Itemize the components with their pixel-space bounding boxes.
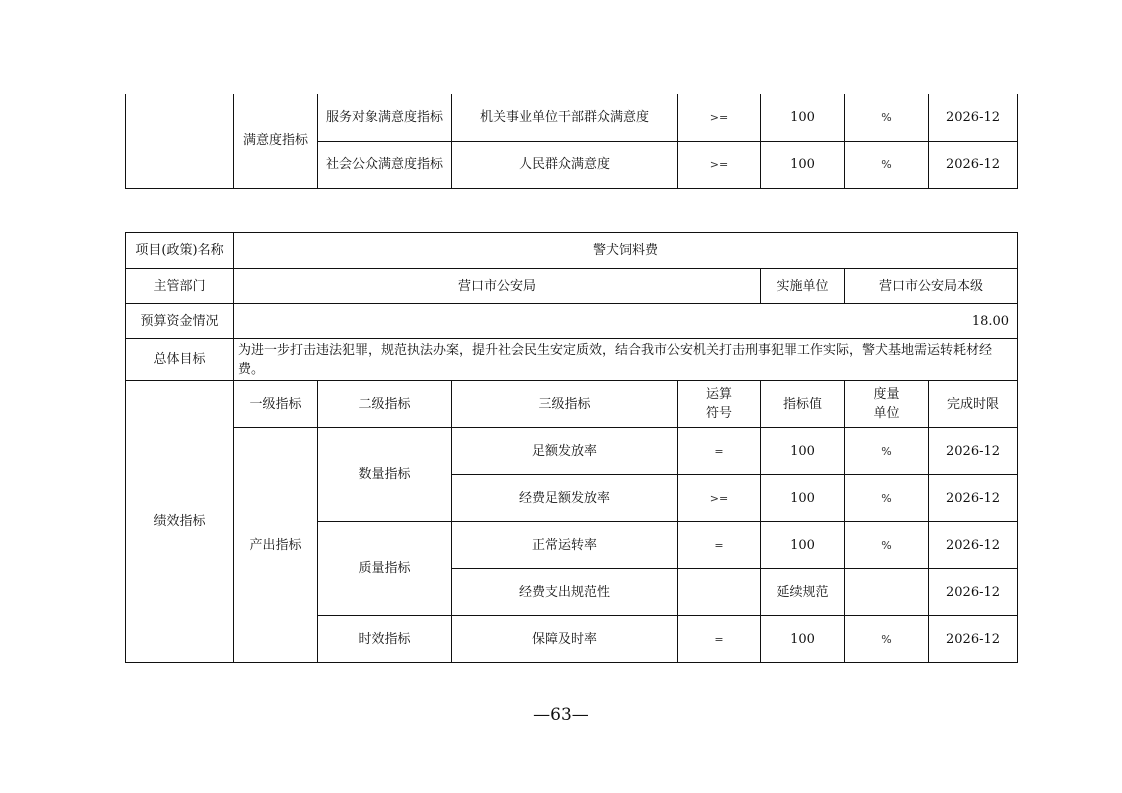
group-quality: 质量指标	[318, 522, 452, 616]
unit-cell: %	[845, 428, 929, 475]
dept-value: 营口市公安局	[234, 269, 761, 304]
value-cell: 100	[761, 141, 845, 188]
operator-cell: >=	[678, 141, 761, 188]
page-number: —63—	[533, 705, 589, 725]
level2-cell: 服务对象满意度指标	[318, 94, 452, 141]
unit-cell: %	[845, 616, 929, 663]
value-cell: 100	[761, 94, 845, 141]
level3-cell: 机关事业单位干部群众满意度	[452, 94, 678, 141]
header-operator-line2: 符号	[705, 406, 732, 421]
level3-cell: 保障及时率	[452, 616, 678, 663]
unit-cell: %	[845, 94, 929, 141]
satisfaction-table	[125, 94, 1018, 189]
level1-satisfaction: 满意度指标	[234, 94, 318, 188]
operator-cell: =	[678, 522, 761, 569]
header-level1: 一级指标	[234, 381, 318, 428]
deadline-cell: 2026-12	[929, 475, 1018, 522]
level3-cell: 足额发放率	[452, 428, 678, 475]
dept-label: 主管部门	[126, 269, 234, 304]
group-timeliness: 时效指标	[318, 616, 452, 663]
budget-label: 预算资金情况	[126, 304, 234, 339]
operator-cell: =	[678, 616, 761, 663]
level3-cell: 经费足额发放率	[452, 475, 678, 522]
header-unit-line1: 度量	[873, 387, 900, 402]
header-operator	[678, 381, 761, 428]
operator-cell: >=	[678, 94, 761, 141]
deadline-cell: 2026-12	[929, 141, 1018, 188]
level2-cell: 社会公众满意度指标	[318, 141, 452, 188]
header-unit	[845, 381, 929, 428]
operator-cell: =	[678, 428, 761, 475]
level3-cell: 正常运转率	[452, 522, 678, 569]
value-cell: 100	[761, 475, 845, 522]
impl-value: 营口市公安局本级	[845, 269, 1018, 304]
level3-cell: 人民群众满意度	[452, 141, 678, 188]
perf-label: 绩效指标	[126, 381, 234, 663]
unit-cell: %	[845, 522, 929, 569]
project-name-value: 警犬饲料费	[234, 233, 1018, 269]
value-cell: 100	[761, 522, 845, 569]
header-deadline: 完成时限	[929, 381, 1018, 428]
deadline-cell: 2026-12	[929, 428, 1018, 475]
deadline-cell: 2026-12	[929, 94, 1018, 141]
deadline-cell: 2026-12	[929, 569, 1018, 616]
deadline-cell: 2026-12	[929, 522, 1018, 569]
project-table	[125, 232, 1018, 663]
level1-output: 产出指标	[234, 428, 318, 663]
value-cell: 100	[761, 616, 845, 663]
unit-cell: %	[845, 141, 929, 188]
header-value: 指标值	[761, 381, 845, 428]
goal-value: 为进一步打击违法犯罪，规范执法办案，提升社会民生安定质效，结合我市公安机关打击刑事犯罪工作实际，警犬基地需运转耗材经费。	[234, 339, 1018, 381]
empty-cell	[126, 94, 234, 188]
operator-cell: >=	[678, 475, 761, 522]
goal-label: 总体目标	[126, 339, 234, 381]
level3-cell: 经费支出规范性	[452, 569, 678, 616]
budget-value: 18.00	[234, 304, 1018, 339]
header-unit-line2: 单位	[873, 406, 900, 421]
header-operator-line1: 运算	[705, 387, 732, 402]
value-cell: 100	[761, 428, 845, 475]
header-level2: 二级指标	[318, 381, 452, 428]
value-cell: 延续规范	[761, 569, 845, 616]
deadline-cell: 2026-12	[929, 616, 1018, 663]
group-quantity: 数量指标	[318, 428, 452, 522]
unit-cell	[845, 569, 929, 616]
impl-label: 实施单位	[761, 269, 845, 304]
operator-cell	[678, 569, 761, 616]
unit-cell: %	[845, 475, 929, 522]
header-level3: 三级指标	[452, 381, 678, 428]
project-name-label: 项目(政策)名称	[126, 233, 234, 269]
